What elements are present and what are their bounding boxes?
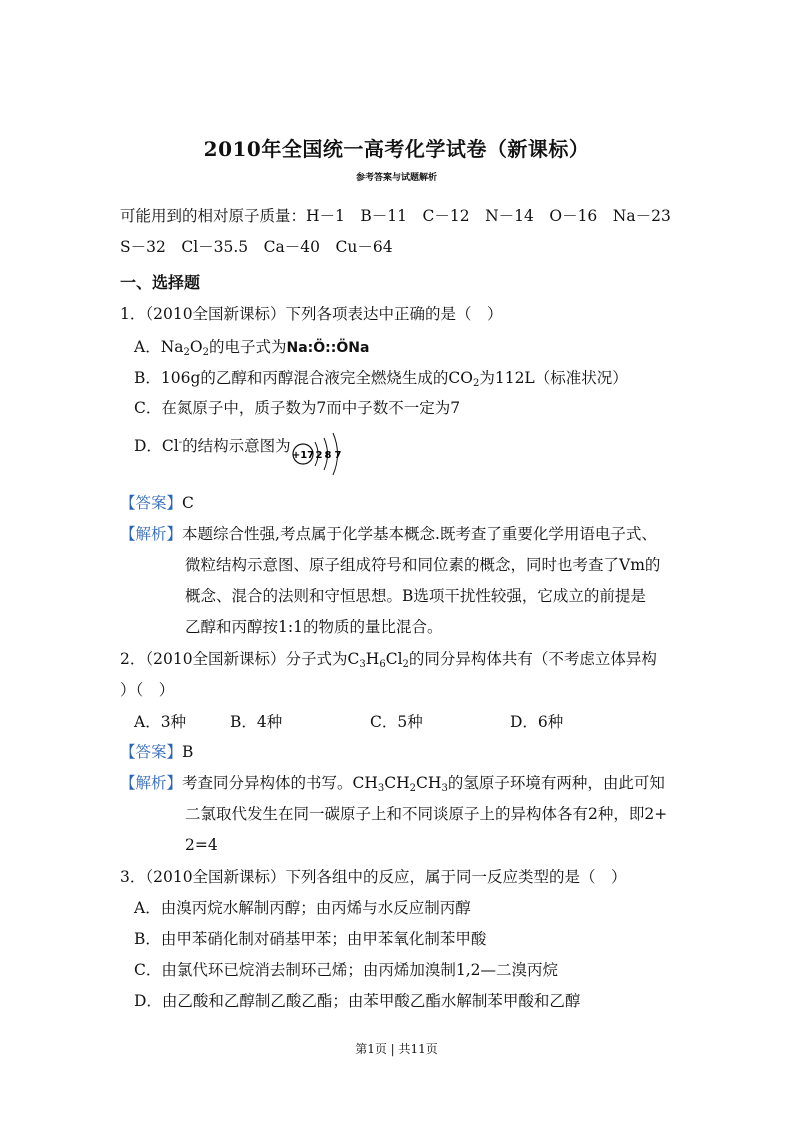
atomic-masses-line-2: S－32 Cl－35.5 Ca－40 Cu－64 [120, 238, 393, 256]
page-subtitle: 参考答案与试题解析 [355, 173, 437, 183]
answer-tag: 【答案】 [120, 743, 183, 761]
q2-stem-suffix: 的同分异构体共有（不考虑立体异构 [408, 650, 657, 668]
atomic-masses-line-1: 可能用到的相对原子质量：H－1 B－11 C－12 N－14 O－16 Na－23 [120, 207, 671, 225]
nucleus-charge: +17 [291, 450, 315, 461]
page-footer: 第1页 | 共11页 [355, 1042, 438, 1056]
section-heading: 一、选择题 [120, 273, 201, 292]
q1-option-d-prefix: D．Cl [134, 437, 179, 455]
q2-analysis-line-1: 【解析】考查同分异构体的书写。$CH_3CH_2CH_3$的氢原子环境有两种，由此可知 [120, 774, 665, 794]
shell-3-count: 7 [334, 450, 342, 461]
shell-1-count: 2 [315, 450, 323, 461]
q1-analysis-line-1 [120, 524, 657, 544]
answer-tag: 【答案】 [120, 494, 183, 512]
q2-option-b: B．4种 [230, 713, 283, 731]
q2-answer-value: B [182, 743, 194, 761]
page-title: 2010年全国统一高考化学试卷（新课标） [203, 137, 590, 161]
q3-option-a: A．由溴丙烷水解制丙醇；由丙烯与水反应制丙醇 [134, 899, 471, 917]
q2-analysis-prefix: 考查同分异构体的书写。CH [182, 774, 378, 792]
q1-analysis-text-1: 本题综合性强,考点属于化学基本概念.既考查了重要化学用语电子式、 [182, 525, 657, 543]
q1-answer [120, 493, 194, 513]
q1-analysis-line-3: 概念、混合的法则和守恒思想。B选项干扰性较强，它成立的前提是 [185, 587, 646, 605]
q1-option-b-prefix: B．106g的乙醇和丙醇混合液完全燃烧生成的CO [134, 369, 473, 387]
q2-answer [120, 742, 193, 762]
shell-2-count: 8 [324, 450, 332, 461]
q1-analysis-line-4: 乙醇和丙醇按1:1的物质的量比混合。 [185, 618, 443, 636]
chlorine-ion-structure-diagram [291, 427, 349, 479]
q1-option-d-sup: - [178, 437, 183, 448]
q1-option-c: C．在氮原子中，质子数为7而中子数不一定为7 [134, 399, 461, 417]
q2-option-c: C．5种 [370, 713, 423, 731]
q1-option-a: A．$Na_2O_2$的电子式为Na:Ö::ÖNa [134, 338, 370, 358]
q1-option-b: B．106g的乙醇和丙醇混合液完全燃烧生成的$CO_2$为112L（标准状况） [134, 369, 628, 389]
q2-option-a: A．3种 [134, 713, 187, 731]
q1-option-d [134, 436, 291, 456]
q2-stem: 2．（2010全国新课标）分子式为$C_3H_6Cl_2$的同分异构体共有（不考虑立体异构 [120, 650, 657, 670]
q3-option-b: B．由甲苯硝化制对硝基甲苯；由甲苯氧化制苯甲酸 [134, 930, 487, 948]
q2-analysis-line-3: 2=4 [185, 836, 218, 854]
q2-stem-line-2: ）（ ） [120, 681, 175, 699]
q2-option-d: D．6种 [510, 713, 564, 731]
q2-analysis-suffix: 的氢原子环境有两种，由此可知 [447, 774, 665, 792]
q1-option-d-suffix: 的结构示意图为 [182, 437, 291, 455]
analysis-tag: 【解析】 [120, 525, 183, 543]
q1-option-b-suffix: 为112L（标准状况） [479, 369, 628, 387]
q1-analysis-line-2: 微粒结构示意图、原子组成符号和同位素的概念，同时也考查了Vm的 [185, 556, 661, 574]
electron-formula: Na:Ö::ÖNa [286, 340, 370, 356]
q2-stem-prefix: 2．（2010全国新课标）分子式为C [120, 650, 360, 668]
q1-answer-value: C [182, 494, 194, 512]
q3-option-c: C．由氯代环已烷消去制环己烯；由丙烯加溴制1,2—二溴丙烷 [134, 961, 559, 979]
q1-option-a-mid: 的电子式为 [208, 338, 287, 356]
analysis-tag: 【解析】 [120, 774, 183, 792]
q1-stem: 1．（2010全国新课标）下列各项表达中正确的是（ ） [120, 305, 503, 323]
q3-option-d: D．由乙酸和乙醇制乙酸乙酯；由苯甲酸乙酯水解制苯甲酸和乙醇 [134, 992, 581, 1010]
q3-stem: 3．（2010全国新课标）下列各组中的反应，属于同一反应类型的是（ ） [120, 868, 627, 886]
q1-option-a-prefix: A．Na [134, 338, 184, 356]
q2-analysis-line-2: 二氯取代发生在同一碳原子上和不同谈原子上的异构体各有2种，即2+ [185, 805, 668, 823]
